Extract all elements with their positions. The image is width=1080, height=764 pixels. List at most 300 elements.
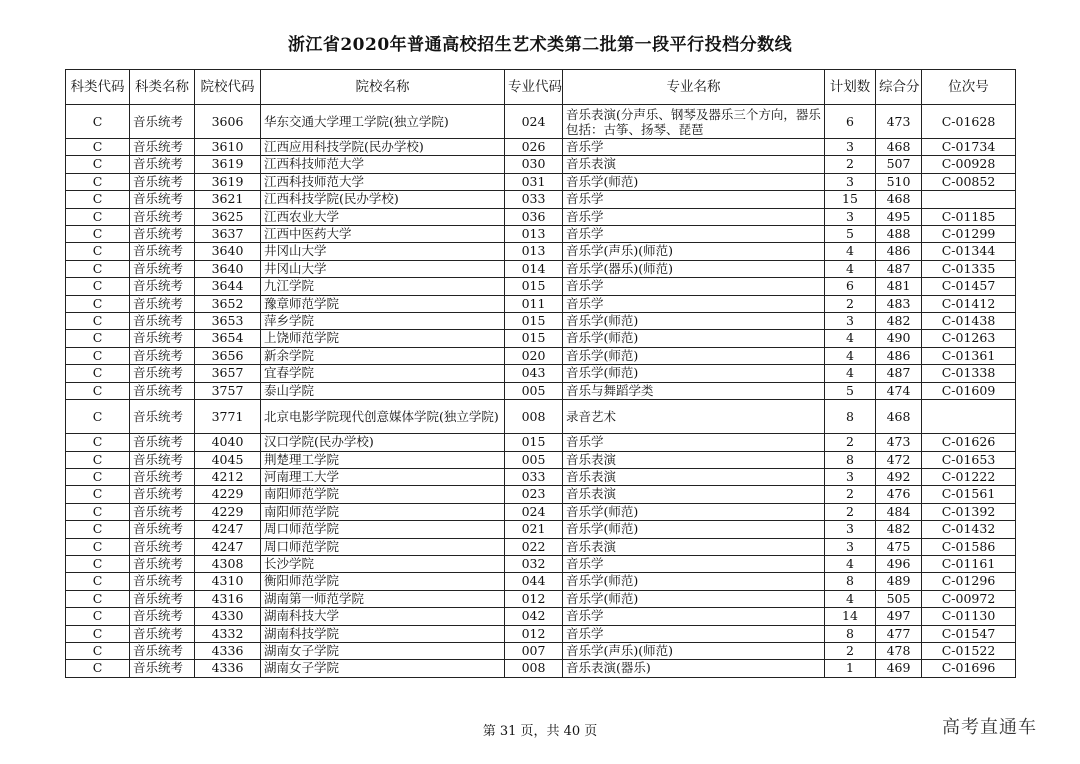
school-code-cell: 3610 bbox=[195, 139, 261, 156]
score-cell: 481 bbox=[876, 278, 922, 295]
major-name-cell: 音乐学(师范) bbox=[563, 521, 825, 538]
school-code-cell: 3640 bbox=[195, 243, 261, 260]
major-code-cell: 015 bbox=[505, 434, 563, 451]
table-row bbox=[66, 590, 1016, 607]
score-cell: 473 bbox=[876, 434, 922, 451]
major-name-cell: 音乐学 bbox=[563, 434, 825, 451]
rank-cell: C-01457 bbox=[922, 278, 1016, 295]
school-name-cell: 新余学院 bbox=[261, 347, 505, 364]
table-row bbox=[66, 260, 1016, 277]
category-name-cell: 音乐统考 bbox=[130, 590, 195, 607]
header-plan-count: 计划数 bbox=[825, 70, 876, 105]
score-cell: 492 bbox=[876, 468, 922, 485]
school-name-cell: 北京电影学院现代创意媒体学院(独立学院) bbox=[261, 400, 505, 434]
school-code-cell: 3757 bbox=[195, 382, 261, 399]
rank-cell: C-01438 bbox=[922, 313, 1016, 330]
page-footer: 第 31 页，共 40 页 bbox=[482, 724, 598, 739]
header-rank: 位次号 bbox=[922, 70, 1016, 105]
category-name-cell: 音乐统考 bbox=[130, 555, 195, 572]
rank-cell: C-01335 bbox=[922, 260, 1016, 277]
major-code-cell: 015 bbox=[505, 313, 563, 330]
major-code-cell: 036 bbox=[505, 208, 563, 225]
major-code-cell: 024 bbox=[505, 503, 563, 520]
major-code-cell: 021 bbox=[505, 521, 563, 538]
school-name-cell: 汉口学院(民办学校) bbox=[261, 434, 505, 451]
major-name-cell: 音乐表演 bbox=[563, 468, 825, 485]
school-name-cell: 泰山学院 bbox=[261, 382, 505, 399]
major-code-cell: 005 bbox=[505, 451, 563, 468]
category-name-cell: 音乐统考 bbox=[130, 451, 195, 468]
category-code-cell: C bbox=[66, 105, 130, 139]
table-row bbox=[66, 243, 1016, 260]
category-name-cell: 音乐统考 bbox=[130, 278, 195, 295]
category-name-cell: 音乐统考 bbox=[130, 486, 195, 503]
school-name-cell: 井冈山大学 bbox=[261, 260, 505, 277]
major-code-cell: 033 bbox=[505, 191, 563, 208]
school-name-cell: 井冈山大学 bbox=[261, 243, 505, 260]
school-name-cell: 江西农业大学 bbox=[261, 208, 505, 225]
major-name-cell: 音乐表演 bbox=[563, 156, 825, 173]
school-code-cell: 4336 bbox=[195, 660, 261, 677]
plan-count-cell: 2 bbox=[825, 642, 876, 659]
category-code-cell: C bbox=[66, 173, 130, 190]
major-name-cell: 音乐学(师范) bbox=[563, 573, 825, 590]
major-name-cell: 音乐学 bbox=[563, 278, 825, 295]
school-code-cell: 4332 bbox=[195, 625, 261, 642]
rank-cell: C-01626 bbox=[922, 434, 1016, 451]
school-code-cell: 4229 bbox=[195, 486, 261, 503]
plan-count-cell: 2 bbox=[825, 156, 876, 173]
school-name-cell: 上饶师范学院 bbox=[261, 330, 505, 347]
school-name-cell: 长沙学院 bbox=[261, 555, 505, 572]
school-name-cell: 荆楚理工学院 bbox=[261, 451, 505, 468]
rank-cell: C-00852 bbox=[922, 173, 1016, 190]
score-cell: 490 bbox=[876, 330, 922, 347]
major-name-cell: 音乐学 bbox=[563, 226, 825, 243]
score-cell: 475 bbox=[876, 538, 922, 555]
major-code-cell: 005 bbox=[505, 382, 563, 399]
plan-count-cell: 4 bbox=[825, 330, 876, 347]
category-name-cell: 音乐统考 bbox=[130, 660, 195, 677]
category-code-cell: C bbox=[66, 382, 130, 399]
school-name-cell: 南阳师范学院 bbox=[261, 503, 505, 520]
table-row bbox=[66, 468, 1016, 485]
category-name-cell: 音乐统考 bbox=[130, 382, 195, 399]
table-row bbox=[66, 625, 1016, 642]
school-name-cell: 南阳师范学院 bbox=[261, 486, 505, 503]
rank-cell: C-01263 bbox=[922, 330, 1016, 347]
table-row bbox=[66, 105, 1016, 139]
school-name-cell: 衡阳师范学院 bbox=[261, 573, 505, 590]
score-cell: 478 bbox=[876, 642, 922, 659]
category-name-cell: 音乐统考 bbox=[130, 347, 195, 364]
table-row bbox=[66, 573, 1016, 590]
score-cell: 469 bbox=[876, 660, 922, 677]
school-name-cell: 湖南第一师范学院 bbox=[261, 590, 505, 607]
major-name-cell: 音乐表演 bbox=[563, 451, 825, 468]
category-code-cell: C bbox=[66, 226, 130, 243]
rank-cell: C-00972 bbox=[922, 590, 1016, 607]
score-cell: 477 bbox=[876, 625, 922, 642]
rank-cell: C-01392 bbox=[922, 503, 1016, 520]
table-row bbox=[66, 451, 1016, 468]
category-code-cell: C bbox=[66, 503, 130, 520]
school-code-cell: 3619 bbox=[195, 156, 261, 173]
major-code-cell: 042 bbox=[505, 608, 563, 625]
school-name-cell: 湖南女子学院 bbox=[261, 642, 505, 659]
score-cell: 487 bbox=[876, 260, 922, 277]
header-school-code: 院校代码 bbox=[195, 70, 261, 105]
category-name-cell: 音乐统考 bbox=[130, 365, 195, 382]
rank-cell: C-01130 bbox=[922, 608, 1016, 625]
major-name-cell: 音乐与舞蹈学类 bbox=[563, 382, 825, 399]
category-code-cell: C bbox=[66, 642, 130, 659]
table-row bbox=[66, 278, 1016, 295]
major-code-cell: 043 bbox=[505, 365, 563, 382]
major-name-cell: 音乐表演 bbox=[563, 538, 825, 555]
plan-count-cell: 4 bbox=[825, 347, 876, 364]
rank-cell: C-01161 bbox=[922, 555, 1016, 572]
table-row bbox=[66, 608, 1016, 625]
rank-cell: C-00928 bbox=[922, 156, 1016, 173]
category-code-cell: C bbox=[66, 590, 130, 607]
category-name-cell: 音乐统考 bbox=[130, 468, 195, 485]
plan-count-cell: 8 bbox=[825, 625, 876, 642]
major-name-cell: 音乐学(师范) bbox=[563, 365, 825, 382]
score-cell: 476 bbox=[876, 486, 922, 503]
plan-count-cell: 3 bbox=[825, 521, 876, 538]
header-major-name: 专业名称 bbox=[563, 70, 825, 105]
school-name-cell: 萍乡学院 bbox=[261, 313, 505, 330]
score-cell: 496 bbox=[876, 555, 922, 572]
table-row bbox=[66, 173, 1016, 190]
major-code-cell: 024 bbox=[505, 105, 563, 139]
category-name-cell: 音乐统考 bbox=[130, 503, 195, 520]
rank-cell: C-01561 bbox=[922, 486, 1016, 503]
major-code-cell: 020 bbox=[505, 347, 563, 364]
major-code-cell: 031 bbox=[505, 173, 563, 190]
score-cell: 468 bbox=[876, 400, 922, 434]
school-code-cell: 3657 bbox=[195, 365, 261, 382]
school-name-cell: 宜春学院 bbox=[261, 365, 505, 382]
score-cell: 486 bbox=[876, 243, 922, 260]
category-code-cell: C bbox=[66, 400, 130, 434]
major-code-cell: 012 bbox=[505, 590, 563, 607]
school-code-cell: 3652 bbox=[195, 295, 261, 312]
major-code-cell: 030 bbox=[505, 156, 563, 173]
page-title: 浙江省2020年普通高校招生艺术类第二批第一段平行投档分数线 bbox=[287, 35, 793, 55]
table-row bbox=[66, 538, 1016, 555]
major-name-cell: 音乐学 bbox=[563, 191, 825, 208]
school-code-cell: 4330 bbox=[195, 608, 261, 625]
category-name-cell: 音乐统考 bbox=[130, 139, 195, 156]
plan-count-cell: 1 bbox=[825, 660, 876, 677]
major-code-cell: 013 bbox=[505, 243, 563, 260]
category-code-cell: C bbox=[66, 451, 130, 468]
score-cell: 483 bbox=[876, 295, 922, 312]
score-cell: 474 bbox=[876, 382, 922, 399]
category-name-cell: 音乐统考 bbox=[130, 260, 195, 277]
score-cell: 505 bbox=[876, 590, 922, 607]
major-name-cell: 音乐学(声乐)(师范) bbox=[563, 642, 825, 659]
plan-count-cell: 4 bbox=[825, 260, 876, 277]
school-name-cell: 江西科技学院(民办学校) bbox=[261, 191, 505, 208]
major-code-cell: 014 bbox=[505, 260, 563, 277]
school-name-cell: 湖南科技大学 bbox=[261, 608, 505, 625]
rank-cell: C-01547 bbox=[922, 625, 1016, 642]
school-code-cell: 3771 bbox=[195, 400, 261, 434]
school-code-cell: 3640 bbox=[195, 260, 261, 277]
rank-cell bbox=[922, 191, 1016, 208]
category-code-cell: C bbox=[66, 555, 130, 572]
rank-cell: C-01185 bbox=[922, 208, 1016, 225]
category-name-cell: 音乐统考 bbox=[130, 642, 195, 659]
plan-count-cell: 2 bbox=[825, 434, 876, 451]
plan-count-cell: 3 bbox=[825, 538, 876, 555]
school-code-cell: 3625 bbox=[195, 208, 261, 225]
school-name-cell: 湖南科技学院 bbox=[261, 625, 505, 642]
score-cell: 486 bbox=[876, 347, 922, 364]
category-name-cell: 音乐统考 bbox=[130, 243, 195, 260]
plan-count-cell: 8 bbox=[825, 400, 876, 434]
school-name-cell: 江西科技师范大学 bbox=[261, 156, 505, 173]
table-row bbox=[66, 521, 1016, 538]
major-name-cell: 音乐学 bbox=[563, 608, 825, 625]
category-code-cell: C bbox=[66, 486, 130, 503]
plan-count-cell: 8 bbox=[825, 451, 876, 468]
table-row bbox=[66, 642, 1016, 659]
table-row bbox=[66, 382, 1016, 399]
school-name-cell: 湖南女子学院 bbox=[261, 660, 505, 677]
rank-cell bbox=[922, 400, 1016, 434]
rank-cell: C-01412 bbox=[922, 295, 1016, 312]
school-code-cell: 4310 bbox=[195, 573, 261, 590]
rank-cell: C-01734 bbox=[922, 139, 1016, 156]
school-name-cell: 周口师范学院 bbox=[261, 521, 505, 538]
major-code-cell: 011 bbox=[505, 295, 563, 312]
header-school-name: 院校名称 bbox=[261, 70, 505, 105]
major-name-cell: 音乐学 bbox=[563, 139, 825, 156]
school-code-cell: 3656 bbox=[195, 347, 261, 364]
table-row bbox=[66, 191, 1016, 208]
category-name-cell: 音乐统考 bbox=[130, 400, 195, 434]
category-name-cell: 音乐统考 bbox=[130, 191, 195, 208]
score-cell: 484 bbox=[876, 503, 922, 520]
school-code-cell: 4308 bbox=[195, 555, 261, 572]
school-name-cell: 豫章师范学院 bbox=[261, 295, 505, 312]
major-code-cell: 007 bbox=[505, 642, 563, 659]
header-category-name: 科类名称 bbox=[130, 70, 195, 105]
major-name-cell: 音乐学 bbox=[563, 555, 825, 572]
category-name-cell: 音乐统考 bbox=[130, 226, 195, 243]
school-name-cell: 河南理工大学 bbox=[261, 468, 505, 485]
table-row bbox=[66, 434, 1016, 451]
score-table bbox=[65, 69, 1016, 678]
major-code-cell: 008 bbox=[505, 660, 563, 677]
category-code-cell: C bbox=[66, 243, 130, 260]
plan-count-cell: 2 bbox=[825, 295, 876, 312]
school-name-cell: 九江学院 bbox=[261, 278, 505, 295]
major-name-cell: 音乐学(师范) bbox=[563, 313, 825, 330]
category-code-cell: C bbox=[66, 156, 130, 173]
school-code-cell: 4229 bbox=[195, 503, 261, 520]
school-name-cell: 江西应用科技学院(民办学校) bbox=[261, 139, 505, 156]
category-name-cell: 音乐统考 bbox=[130, 208, 195, 225]
plan-count-cell: 4 bbox=[825, 590, 876, 607]
plan-count-cell: 6 bbox=[825, 105, 876, 139]
watermark: 高考直通车 bbox=[942, 717, 1037, 738]
table-row bbox=[66, 156, 1016, 173]
major-code-cell: 033 bbox=[505, 468, 563, 485]
table-row bbox=[66, 503, 1016, 520]
major-code-cell: 008 bbox=[505, 400, 563, 434]
major-name-cell: 音乐学(师范) bbox=[563, 503, 825, 520]
category-name-cell: 音乐统考 bbox=[130, 521, 195, 538]
rank-cell: C-01653 bbox=[922, 451, 1016, 468]
table-row bbox=[66, 660, 1016, 677]
category-name-cell: 音乐统考 bbox=[130, 173, 195, 190]
table-row bbox=[66, 139, 1016, 156]
category-code-cell: C bbox=[66, 468, 130, 485]
header-category-code: 科类代码 bbox=[66, 70, 130, 105]
category-name-cell: 音乐统考 bbox=[130, 434, 195, 451]
school-code-cell: 3606 bbox=[195, 105, 261, 139]
score-cell: 497 bbox=[876, 608, 922, 625]
plan-count-cell: 3 bbox=[825, 139, 876, 156]
school-code-cell: 3644 bbox=[195, 278, 261, 295]
table-row bbox=[66, 486, 1016, 503]
category-code-cell: C bbox=[66, 295, 130, 312]
major-name-cell: 音乐学(师范) bbox=[563, 590, 825, 607]
rank-cell: C-01361 bbox=[922, 347, 1016, 364]
table-row bbox=[66, 400, 1016, 434]
school-code-cell: 4336 bbox=[195, 642, 261, 659]
rank-cell: C-01609 bbox=[922, 382, 1016, 399]
category-code-cell: C bbox=[66, 260, 130, 277]
rank-cell: C-01522 bbox=[922, 642, 1016, 659]
table-row bbox=[66, 295, 1016, 312]
table-row bbox=[66, 555, 1016, 572]
plan-count-cell: 2 bbox=[825, 486, 876, 503]
school-code-cell: 3653 bbox=[195, 313, 261, 330]
plan-count-cell: 3 bbox=[825, 468, 876, 485]
plan-count-cell: 4 bbox=[825, 365, 876, 382]
score-cell: 482 bbox=[876, 313, 922, 330]
rank-cell: C-01344 bbox=[922, 243, 1016, 260]
score-cell: 473 bbox=[876, 105, 922, 139]
rank-cell: C-01628 bbox=[922, 105, 1016, 139]
category-code-cell: C bbox=[66, 365, 130, 382]
rank-cell: C-01338 bbox=[922, 365, 1016, 382]
category-name-cell: 音乐统考 bbox=[130, 105, 195, 139]
plan-count-cell: 3 bbox=[825, 208, 876, 225]
major-code-cell: 023 bbox=[505, 486, 563, 503]
score-cell: 495 bbox=[876, 208, 922, 225]
school-code-cell: 4045 bbox=[195, 451, 261, 468]
score-cell: 468 bbox=[876, 191, 922, 208]
school-name-cell: 华东交通大学理工学院(独立学院) bbox=[261, 105, 505, 139]
major-name-cell: 音乐表演(器乐) bbox=[563, 660, 825, 677]
rank-cell: C-01299 bbox=[922, 226, 1016, 243]
plan-count-cell: 5 bbox=[825, 382, 876, 399]
major-code-cell: 026 bbox=[505, 139, 563, 156]
plan-count-cell: 14 bbox=[825, 608, 876, 625]
category-code-cell: C bbox=[66, 608, 130, 625]
major-code-cell: 044 bbox=[505, 573, 563, 590]
school-code-cell: 4316 bbox=[195, 590, 261, 607]
score-cell: 489 bbox=[876, 573, 922, 590]
major-name-cell: 音乐学 bbox=[563, 208, 825, 225]
rank-cell: C-01432 bbox=[922, 521, 1016, 538]
category-code-cell: C bbox=[66, 625, 130, 642]
category-code-cell: C bbox=[66, 139, 130, 156]
category-name-cell: 音乐统考 bbox=[130, 573, 195, 590]
rank-cell: C-01586 bbox=[922, 538, 1016, 555]
major-code-cell: 015 bbox=[505, 330, 563, 347]
plan-count-cell: 3 bbox=[825, 173, 876, 190]
category-code-cell: C bbox=[66, 278, 130, 295]
score-cell: 468 bbox=[876, 139, 922, 156]
plan-count-cell: 4 bbox=[825, 555, 876, 572]
table-row bbox=[66, 365, 1016, 382]
score-cell: 510 bbox=[876, 173, 922, 190]
category-name-cell: 音乐统考 bbox=[130, 295, 195, 312]
category-code-cell: C bbox=[66, 521, 130, 538]
school-code-cell: 3637 bbox=[195, 226, 261, 243]
table-row bbox=[66, 208, 1016, 225]
table-row bbox=[66, 226, 1016, 243]
school-code-cell: 4040 bbox=[195, 434, 261, 451]
major-name-cell: 音乐学 bbox=[563, 625, 825, 642]
major-name-cell: 音乐学(师范) bbox=[563, 173, 825, 190]
major-code-cell: 022 bbox=[505, 538, 563, 555]
major-name-cell: 音乐表演(分声乐、钢琴及器乐三个方向，器乐包括：古筝、扬琴、琵琶 bbox=[563, 105, 825, 139]
plan-count-cell: 6 bbox=[825, 278, 876, 295]
school-name-cell: 江西中医药大学 bbox=[261, 226, 505, 243]
plan-count-cell: 5 bbox=[825, 226, 876, 243]
score-cell: 482 bbox=[876, 521, 922, 538]
header-score: 综合分 bbox=[876, 70, 922, 105]
category-code-cell: C bbox=[66, 660, 130, 677]
category-name-cell: 音乐统考 bbox=[130, 608, 195, 625]
category-code-cell: C bbox=[66, 538, 130, 555]
rank-cell: C-01222 bbox=[922, 468, 1016, 485]
school-code-cell: 4212 bbox=[195, 468, 261, 485]
category-name-cell: 音乐统考 bbox=[130, 330, 195, 347]
category-code-cell: C bbox=[66, 573, 130, 590]
category-code-cell: C bbox=[66, 347, 130, 364]
major-name-cell: 录音艺术 bbox=[563, 400, 825, 434]
school-code-cell: 4247 bbox=[195, 521, 261, 538]
school-code-cell: 3619 bbox=[195, 173, 261, 190]
category-name-cell: 音乐统考 bbox=[130, 313, 195, 330]
category-name-cell: 音乐统考 bbox=[130, 156, 195, 173]
plan-count-cell: 2 bbox=[825, 503, 876, 520]
header-row bbox=[66, 70, 1016, 105]
category-name-cell: 音乐统考 bbox=[130, 538, 195, 555]
school-name-cell: 江西科技师范大学 bbox=[261, 173, 505, 190]
major-name-cell: 音乐学 bbox=[563, 295, 825, 312]
plan-count-cell: 15 bbox=[825, 191, 876, 208]
major-code-cell: 013 bbox=[505, 226, 563, 243]
category-code-cell: C bbox=[66, 313, 130, 330]
table-row bbox=[66, 347, 1016, 364]
school-name-cell: 周口师范学院 bbox=[261, 538, 505, 555]
score-cell: 487 bbox=[876, 365, 922, 382]
school-code-cell: 3621 bbox=[195, 191, 261, 208]
rank-cell: C-01696 bbox=[922, 660, 1016, 677]
score-cell: 472 bbox=[876, 451, 922, 468]
